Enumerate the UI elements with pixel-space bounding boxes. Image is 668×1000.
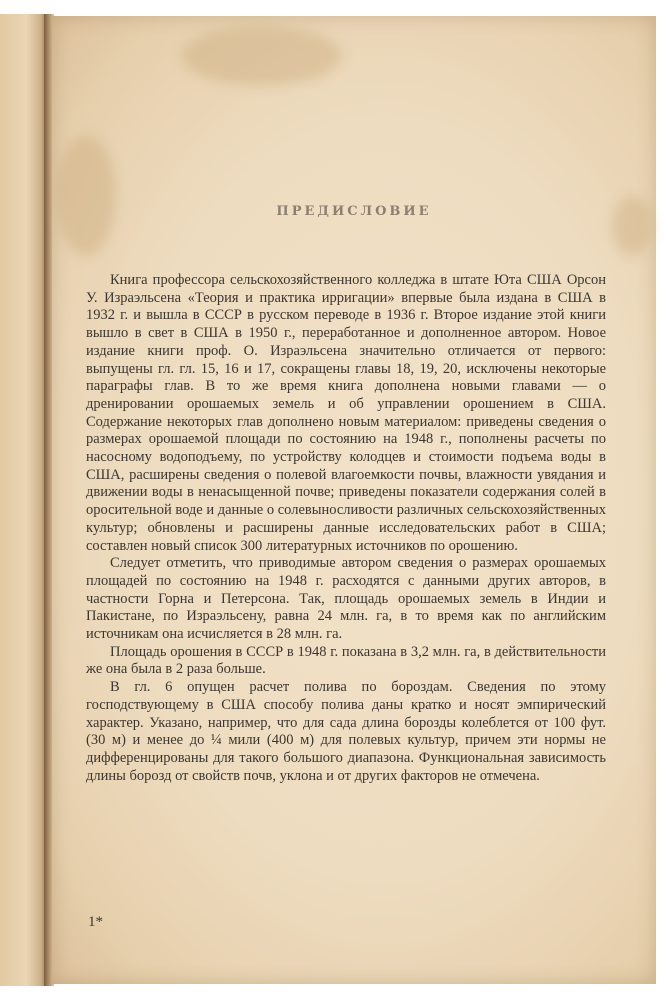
page: [52, 16, 656, 984]
paragraph: Следует отметить, что приводимые автором сведения о размерах орошаемых площадей по состоянию на 1948 г. расходятся с данными других авторов, в частности Горна и Петерсона. Так, площадь орошаемых земель в Индии и Пакистане, по Израэльсену, равна 24 млн. га, в то время как по английским источникам она исчисляется в 28 млн. га.: [86, 555, 606, 643]
paper-stain: [56, 136, 116, 256]
paper-stain: [182, 26, 342, 86]
left-page-edge: [0, 14, 48, 986]
paragraph: Книга профессора сельскохозяйственного колледжа в штате Юта США Орсон У. Израэльсена «Теория и практика ирригации» впервые была издана в США в 1932 г. и вышла в СССР в русском переводе в 1936 г. Второе издание этой книги вышло в свет в США в 1950 г., переработанное и дополненное автором. Новое издание книги проф. О. Израэльсена значительно отличается от первого: выпущены гл. гл. 15, 16 и 17, сокращены главы 18, 19, 20, исключены некоторые параграфы глав. В то же время книга дополнена новыми главами — о дренировании орошаемых земель и об управлении орошением в США. Содержание некоторых глав дополнено новым материалом: приведены сведения о размерах орошаемой площади по состоянию на 1948 г., пополнены расчеты по насосному водоподъему, по устройству колодцев и стоимости подъема воды в США, расширены сведения о полевой влагоемкости почвы, влажности увядания и движении воды в ненасыщенной почве; приведены показатели содержания солей в оросительной воде и данные о солевыносливости различных сельскохозяйственных культур; обновлены и расширены данные исследовательских работ в США; составлен новый список 300 литературных источников по орошению.: [86, 272, 607, 554]
page-heading: ПРЕДИСЛОВИЕ: [276, 204, 432, 219]
page-number: 1*: [88, 914, 103, 930]
paragraph: В гл. 6 опущен расчет полива по бороздам. Сведения по этому господствующему в США способу полива даны кратко и носят эмпирический характер. Указано, например, что для сада длина борозды колеблется от 100 фут. (30 м) и менее до ¼ мили (400 м) для полевых культур, причем эти нормы не дифференцированы для такого большого диапазона. Функциональная зависимость длины борозд от свойств почв, уклона и от других факторов не отмечена.: [86, 679, 606, 784]
paragraph: Площадь орошения в СССР в 1948 г. показана в 3,2 млн. га, в действительности же она была в 2 раза больше.: [86, 643, 606, 678]
body-text: [86, 272, 606, 785]
